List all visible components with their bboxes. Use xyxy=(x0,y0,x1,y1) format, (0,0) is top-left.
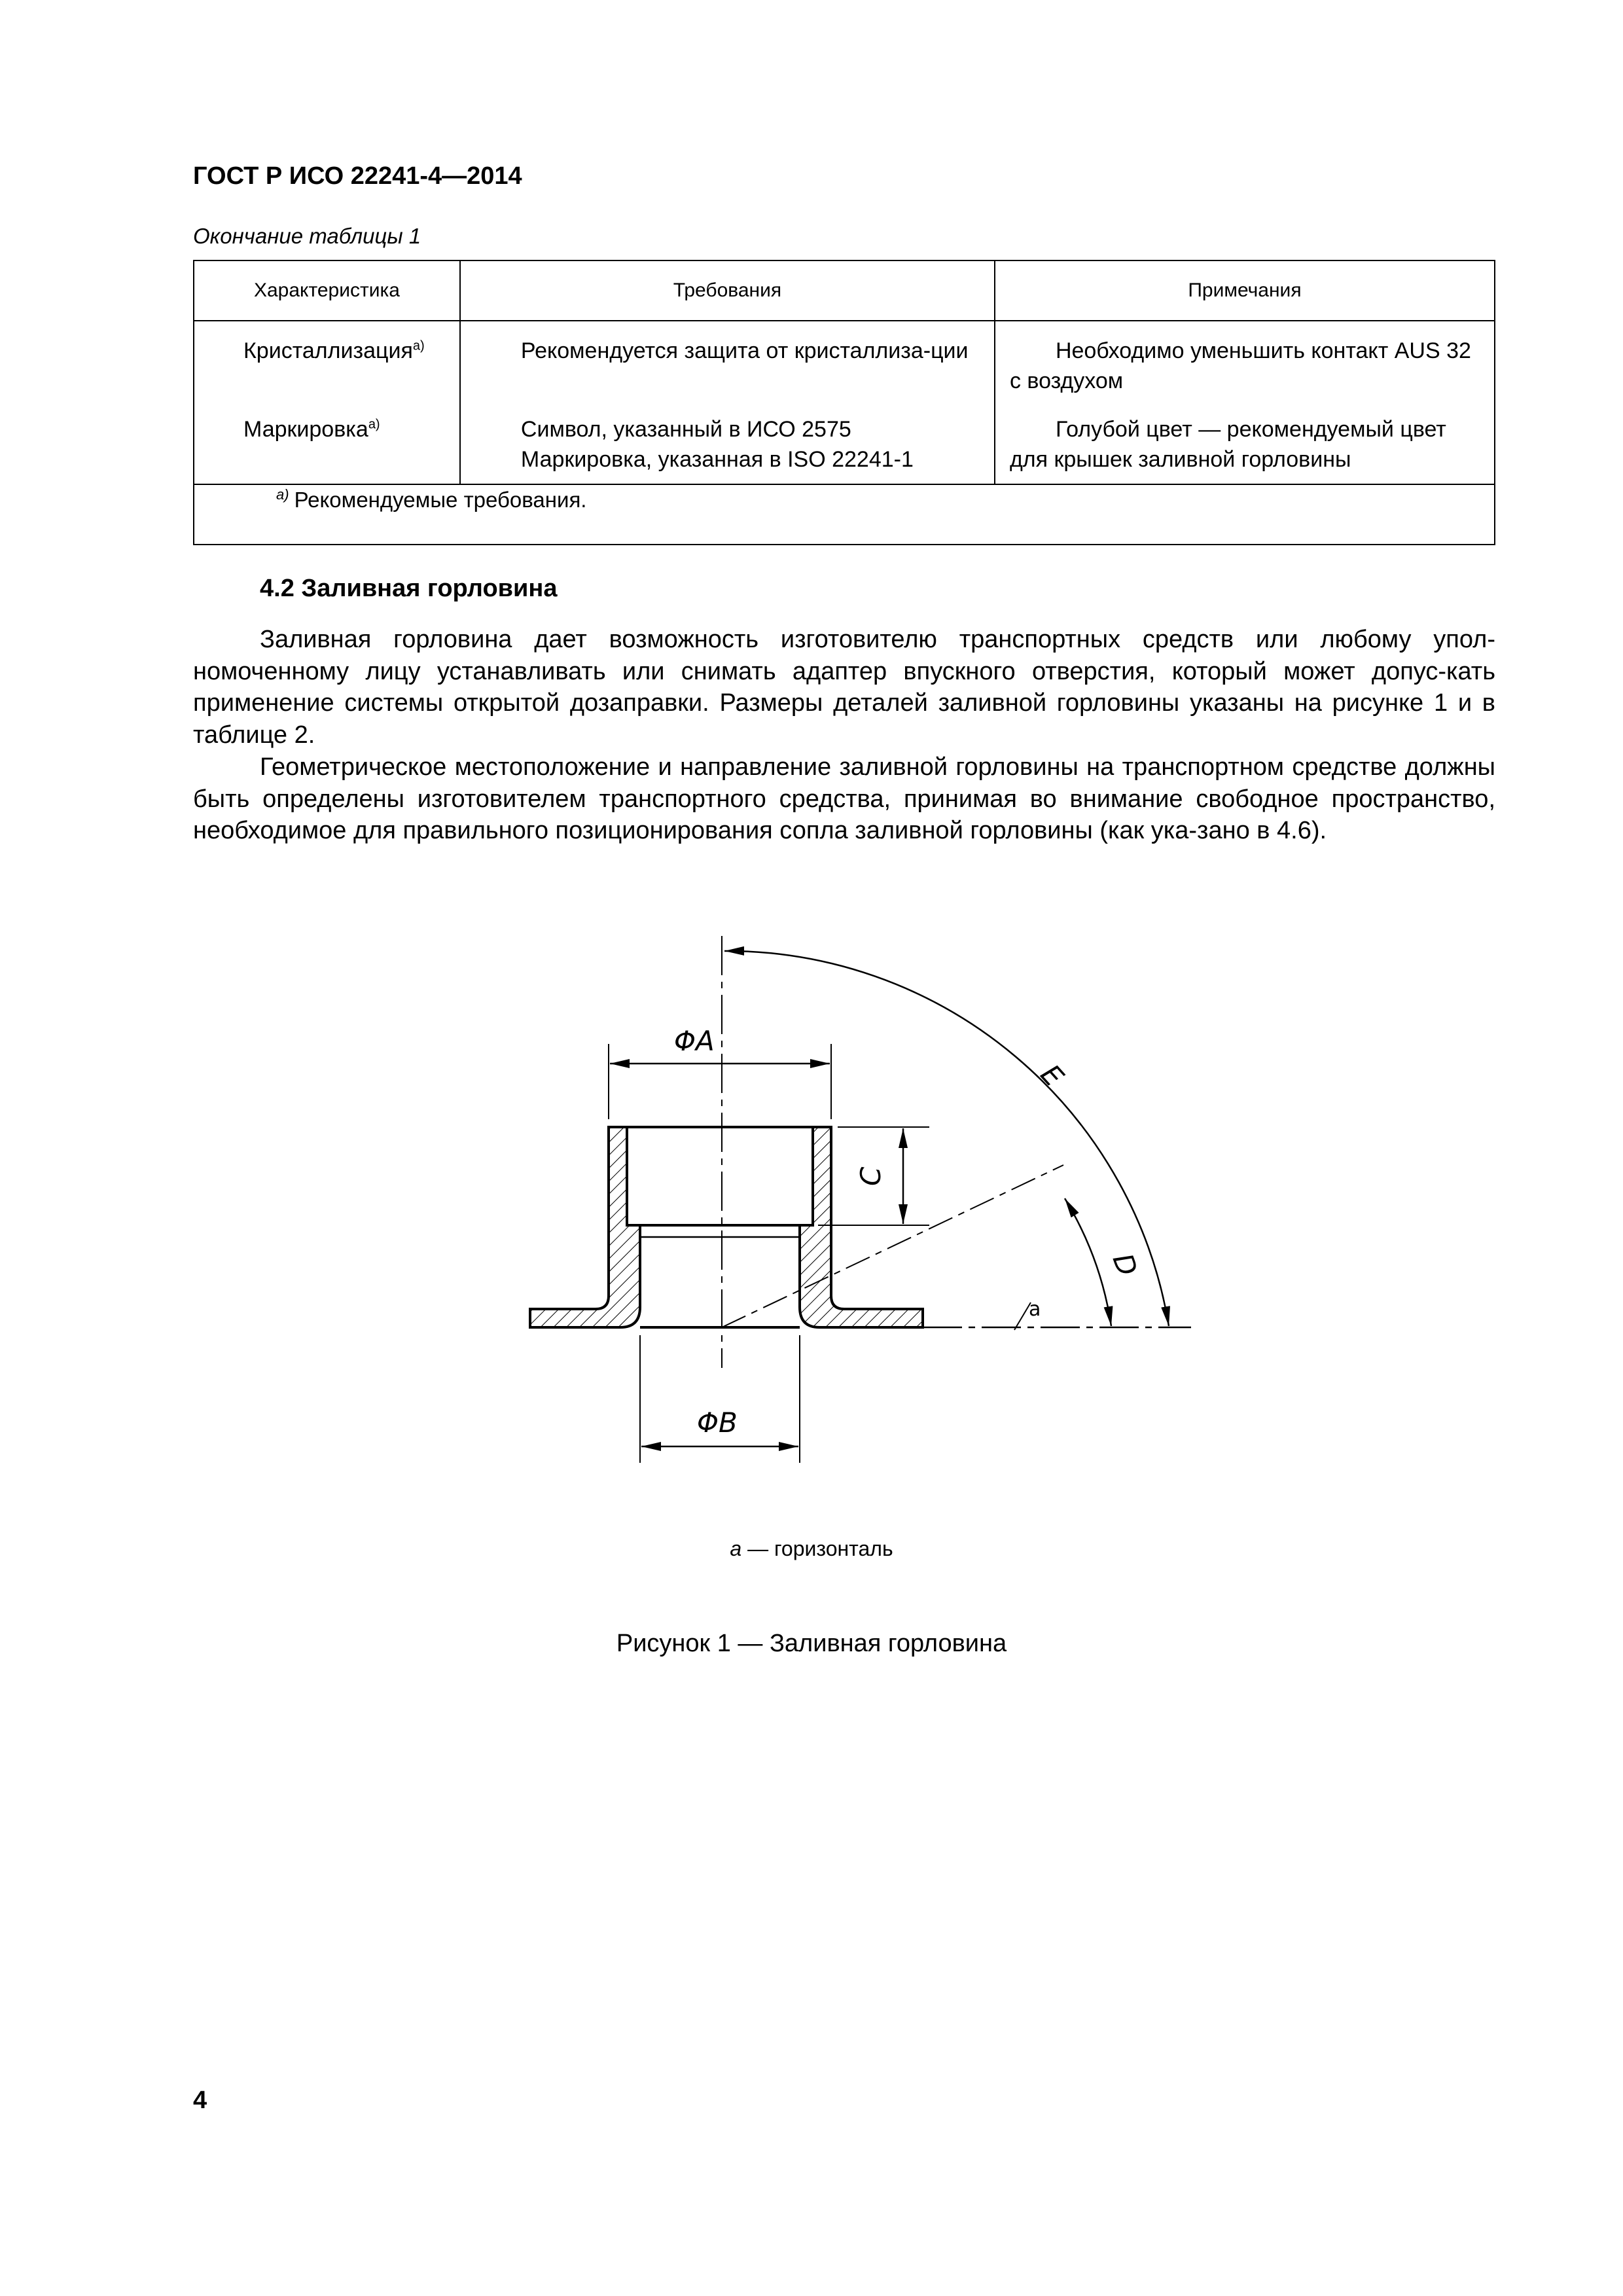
row-name: Кристаллизация xyxy=(243,338,413,363)
figure-legend xyxy=(0,1537,1623,1561)
angle-arc-e xyxy=(724,951,1169,1326)
neck-left-wall xyxy=(530,1127,640,1327)
table-cell xyxy=(194,403,460,484)
requirement-text: Символ, указанный в ИСО 2575 xyxy=(520,417,851,442)
column-header: Требования xyxy=(460,260,995,321)
dimension-label-c: C xyxy=(855,1166,887,1186)
table-cell xyxy=(194,321,460,403)
angle-label-e: E xyxy=(1034,1058,1070,1093)
table-cell xyxy=(995,403,1495,484)
legend-key: a xyxy=(730,1537,742,1560)
requirement-text: Рекомендуется защита от кристаллиза-ции xyxy=(520,338,969,363)
requirements-table xyxy=(193,260,1495,545)
table-caption: Окончание таблицы 1 xyxy=(193,224,421,248)
table-cell xyxy=(460,403,995,484)
column-header: Примечания xyxy=(995,260,1495,321)
row-name: Маркировка xyxy=(243,417,368,442)
dimension-label-b: ΦB xyxy=(697,1407,738,1439)
table-header-row xyxy=(194,260,1495,321)
dimension-label-a: ΦA xyxy=(674,1025,715,1057)
table-footnote-row xyxy=(194,484,1495,545)
section-title: 4.2 Заливная горловина xyxy=(260,575,558,602)
legend-text: — горизонталь xyxy=(741,1537,893,1560)
filler-neck-drawing xyxy=(510,916,1230,1525)
table-footnote xyxy=(194,484,1495,545)
paragraph-text: Заливная горловина дает возможность изготовителю транспортных средств или любому упол-номоченному лицу устанавливать или снимать адаптер впускного отверстия, который может допус-кать применение системы открытой дозаправки. Размеры деталей заливной горловины указаны на рисунке 1 и в таблице 2. xyxy=(193,626,1495,749)
note-text: Голубой цвет — рекомендуемый цвет для крышек заливной горловины xyxy=(1009,417,1446,472)
angle-label-d: D xyxy=(1106,1249,1144,1280)
nozzle-axis-line xyxy=(722,1165,1063,1327)
paragraph xyxy=(193,624,1495,751)
footnote-ref: a) xyxy=(368,417,380,432)
figure-caption: Рисунок 1 — Заливная горловина xyxy=(616,1630,1007,1657)
table-cell xyxy=(995,321,1495,403)
table-row xyxy=(194,403,1495,484)
footnote-text: Рекомендуемые требования. xyxy=(294,488,587,512)
note-text: Необходимо уменьшить контакт AUS 32 с воздухом xyxy=(1009,338,1471,393)
document-header: ГОСТ Р ИСО 22241-4—2014 xyxy=(193,162,522,190)
footnote-ref: a) xyxy=(412,338,425,353)
paragraph-text: Геометрическое местоположение и направление заливной горловины на транспортном средстве должны быть определены изготовителем транспортного средства, принимая во внимание свободное пространство, необходимое для правильного позиционирования сопла заливной горловины (как ука-зано в 4.6). xyxy=(193,753,1495,844)
paragraph xyxy=(193,751,1495,847)
table-row xyxy=(194,321,1495,403)
neck-right-wall xyxy=(800,1127,923,1327)
requirement-text: Маркировка, указанная в ISO 22241-1 xyxy=(520,447,914,472)
table-cell xyxy=(460,321,995,403)
page-number: 4 xyxy=(193,2087,207,2114)
leader-label-a: a xyxy=(1029,1298,1041,1321)
footnote-mark: a) xyxy=(276,486,289,503)
column-header: Характеристика xyxy=(194,260,460,321)
angle-arc-d xyxy=(1065,1198,1111,1326)
